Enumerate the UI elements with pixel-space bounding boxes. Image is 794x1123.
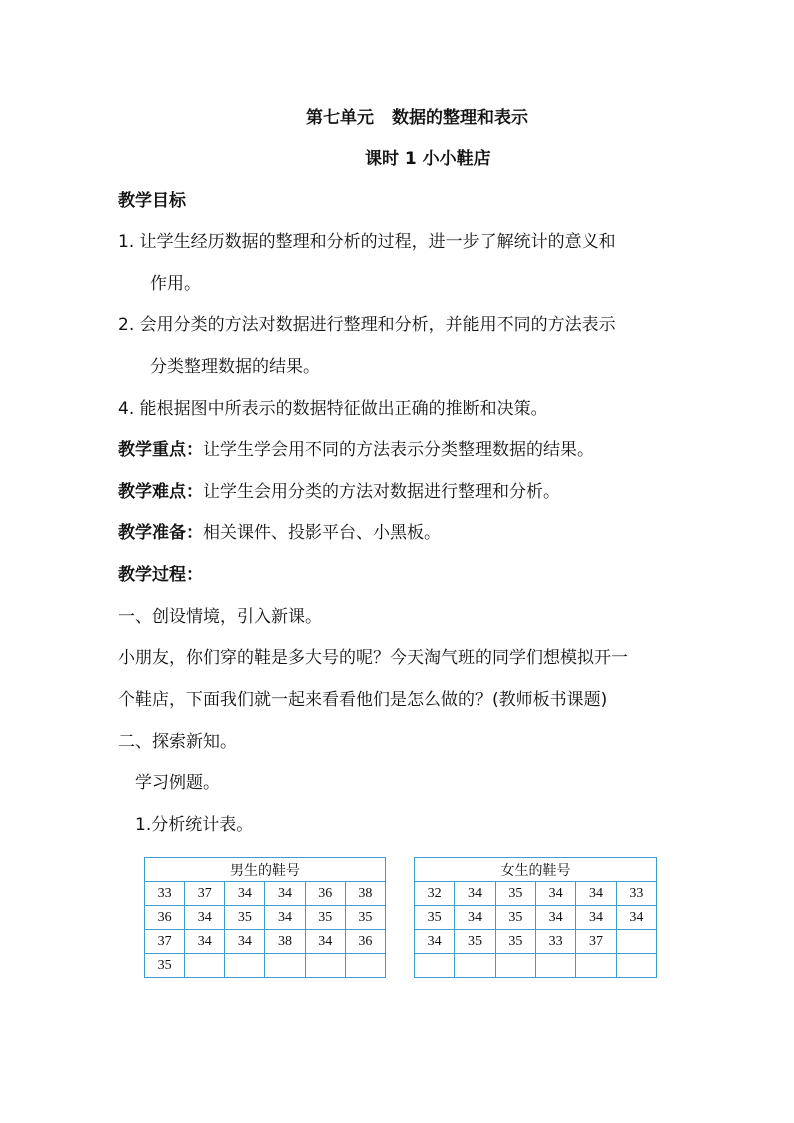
section-1-heading: 一、创设情境，引入新课。 [118,607,322,627]
goal-2-line-1: 2. 会用分类的方法对数据进行整理和分析，并能用不同的方法表示 [118,315,616,335]
table-cell: 35 [495,882,535,906]
preparation-text: 相关课件、投影平台、小黑板。 [203,523,441,543]
table-cell: 34 [535,906,575,930]
table-cell: 34 [305,930,345,954]
table-cell [225,954,265,978]
table-row [415,930,657,954]
table-row [145,930,386,954]
preparation-label: 教学准备： [118,523,203,543]
boys-table-title: 男生的鞋号 [145,858,386,882]
table-cell [415,954,455,978]
unit-subtitle: 数据的整理和表示 [392,108,528,128]
process-heading: 教学过程： [118,565,203,585]
table-cell: 35 [225,906,265,930]
example-label: 学习例题。 [135,773,220,793]
table-cell [576,954,616,978]
table-cell: 35 [305,906,345,930]
difficulty-label: 教学难点： [118,482,203,502]
key-point-text: 让学生学会用不同的方法表示分类整理数据的结果。 [203,440,594,460]
boys-shoe-size-table [144,857,386,978]
table-cell: 35 [495,930,535,954]
table-cell: 34 [415,930,455,954]
key-point-label: 教学重点： [118,440,203,460]
table-cell [616,930,656,954]
table-cell [305,954,345,978]
goal-2-line-2: 分类整理数据的结果。 [150,357,320,377]
table-cell: 34 [576,906,616,930]
table-cell: 34 [265,882,305,906]
table-row [415,954,657,978]
table-cell: 37 [185,882,225,906]
table-cell [185,954,225,978]
table-cell: 37 [145,930,185,954]
table-cell: 38 [265,930,305,954]
step-1-label: 1.分析统计表。 [135,815,254,835]
table-cell [345,954,385,978]
table-cell: 37 [576,930,616,954]
girls-table-title: 女生的鞋号 [415,858,657,882]
table-cell: 34 [185,930,225,954]
table-row [415,906,657,930]
table-cell [265,954,305,978]
table-row [145,954,386,978]
table-cell: 34 [576,882,616,906]
table-cell: 35 [145,954,185,978]
table-cell [535,954,575,978]
difficulty [118,481,560,503]
table-cell: 34 [185,906,225,930]
table-cell [616,954,656,978]
goal-1-line-2: 作用。 [150,274,201,294]
unit-number: 第七单元 [306,108,374,128]
table-cell: 36 [145,906,185,930]
table-cell: 34 [535,882,575,906]
table-cell: 34 [225,882,265,906]
table-cell: 33 [616,882,656,906]
goal-1-line-1: 1. 让学生经历数据的整理和分析的过程，进一步了解统计的意义和 [118,232,616,252]
preparation [118,522,441,544]
table-cell: 38 [345,882,385,906]
table-cell: 34 [455,906,495,930]
table-cell: 35 [345,906,385,930]
intro-paragraph-line-1: 小朋友，你们穿的鞋是多大号的呢？今天淘气班的同学们想模拟开一 [118,648,628,668]
table-row [145,906,386,930]
unit-title [306,107,528,129]
goals-heading: 教学目标 [118,191,186,211]
table-cell: 33 [535,930,575,954]
table-cell: 33 [145,882,185,906]
table-cell [455,954,495,978]
table-row [145,882,386,906]
table-cell: 36 [345,930,385,954]
table-row [415,882,657,906]
table-cell: 34 [616,906,656,930]
table-cell: 36 [305,882,345,906]
section-2-heading: 二、探索新知。 [118,732,237,752]
difficulty-text: 让学生会用分类的方法对数据进行整理和分析。 [203,482,560,502]
table-cell [495,954,535,978]
table-cell: 35 [455,930,495,954]
table-cell: 32 [415,882,455,906]
table-cell: 34 [265,906,305,930]
table-cell: 35 [415,906,455,930]
intro-paragraph-line-2: 个鞋店，下面我们就一起来看看他们是怎么做的？(教师板书课题) [118,690,608,710]
girls-shoe-size-table [414,857,657,978]
table-cell: 34 [455,882,495,906]
table-cell: 35 [495,906,535,930]
goal-4: 4. 能根据图中所表示的数据特征做出正确的推断和决策。 [118,399,548,419]
table-cell: 34 [225,930,265,954]
lesson-title: 课时 1 小小鞋店 [365,149,491,169]
key-point [118,439,594,461]
